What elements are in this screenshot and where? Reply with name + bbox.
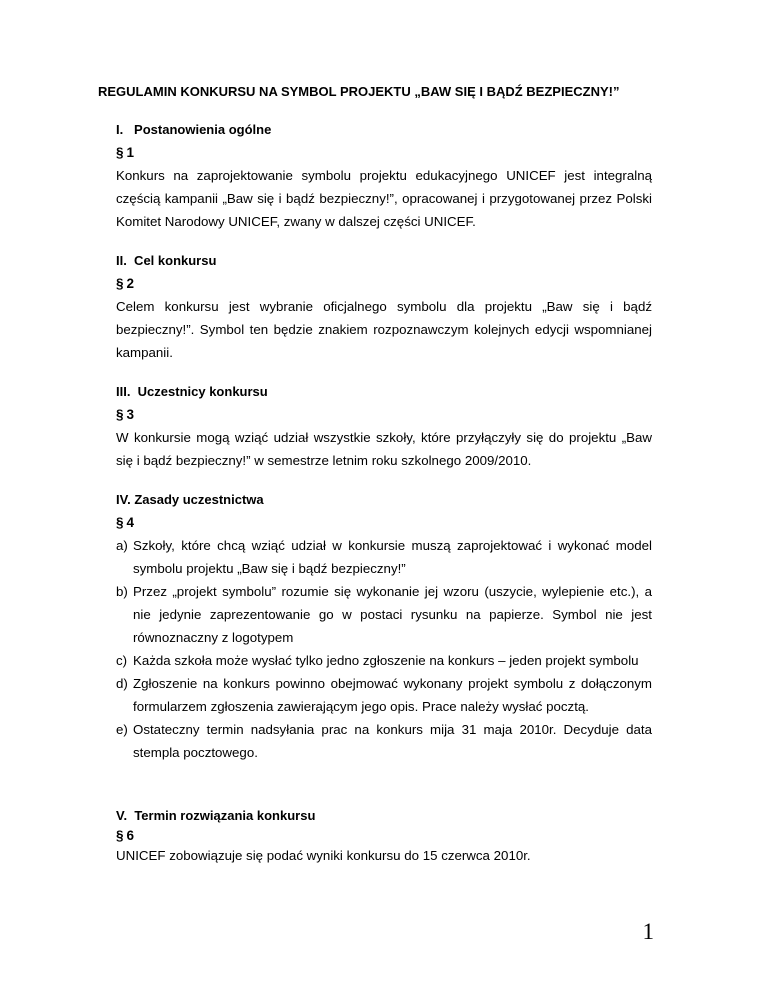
section-4 [116, 488, 652, 764]
paragraph-mark: §4 [116, 515, 138, 530]
section-2 [116, 249, 652, 364]
section-3 [116, 380, 652, 472]
page-number: 1 [642, 919, 654, 944]
list-item [116, 672, 652, 718]
list-item-letter: b) [116, 584, 128, 599]
list-item [116, 649, 652, 672]
section-heading: I. Postanowienia ogólne [116, 122, 272, 137]
section-heading: III. Uczestnicy konkursu [116, 384, 268, 399]
section-text: UNICEF zobowiązuje się podać wyniki konkursu do 15 czerwca 2010r. [116, 848, 531, 863]
section-1 [116, 118, 652, 233]
list-item [116, 718, 652, 764]
list-item [116, 534, 652, 580]
list-item-text: Szkoły, które chcą wziąć udział w konkursie muszą zaprojektować i wykonać model symbolu projektu „Baw się i bądź bezpieczny!” [133, 538, 652, 576]
list-item-letter: d) [116, 676, 128, 691]
section-heading: II. Cel konkursu [116, 253, 217, 268]
list-item [116, 580, 652, 649]
list-item-text: Zgłoszenie na konkurs powinno obejmować wykonany projekt symbolu z dołączonym formularzem zgłoszenia zawierającym jego opis. Prace należy wysłać pocztą. [133, 676, 652, 714]
list-item-text: Każda szkoła może wysłać tylko jedno zgłoszenie na konkurs – jeden projekt symbolu [133, 653, 639, 668]
list-item-letter: c) [116, 653, 128, 668]
section-text: Konkurs na zaprojektowanie symbolu projektu edukacyjnego UNICEF jest integralną częścią kampanii „Baw się i bądź bezpieczny!”, opracowanej i przygotowanej przez Polski Komitet Narodowy UNICEF, zwany w dalszej części UNICEF. [116, 168, 652, 229]
section-text: W konkursie mogą wziąć udział wszystkie szkoły, które przyłączyły się do projektu „Baw się i bądź bezpieczny!” w semestrze letnim roku szkolnego 2009/2010. [116, 430, 652, 468]
section-5 [116, 806, 652, 866]
paragraph-mark: §1 [116, 145, 138, 160]
paragraph-mark: §3 [116, 407, 138, 422]
list-item-text: Ostateczny termin nadsyłania prac na konkurs mija 31 maja 2010r. Decyduje data stempla pocztowego. [133, 722, 652, 760]
list-item-letter: e) [116, 722, 128, 737]
section-heading: IV. Zasady uczestnictwa [116, 492, 264, 507]
section-text: Celem konkursu jest wybranie oficjalnego symbolu dla projektu „Baw się i bądź bezpieczny!”. Symbol ten będzie znakiem rozpoznawczym kolejnych edycji wspomnianej kampanii. [116, 299, 652, 360]
document-title: REGULAMIN KONKURSU NA SYMBOL PROJEKTU „BAW SIĘ I BĄDŹ BEZPIECZNY!” [98, 84, 620, 99]
paragraph-mark: §6 [116, 828, 138, 843]
list-item-letter: a) [116, 538, 128, 553]
paragraph-mark: §2 [116, 276, 138, 291]
section-heading: V. Termin rozwiązania konkursu [116, 808, 316, 823]
list-item-text: Przez „projekt symbolu” rozumie się wykonanie jej wzoru (uszycie, wylepienie etc.), a nie jedynie zaprezentowanie go w postaci rysunku na papierze. Symbol nie jest równoznaczny z logotypem [133, 584, 652, 645]
